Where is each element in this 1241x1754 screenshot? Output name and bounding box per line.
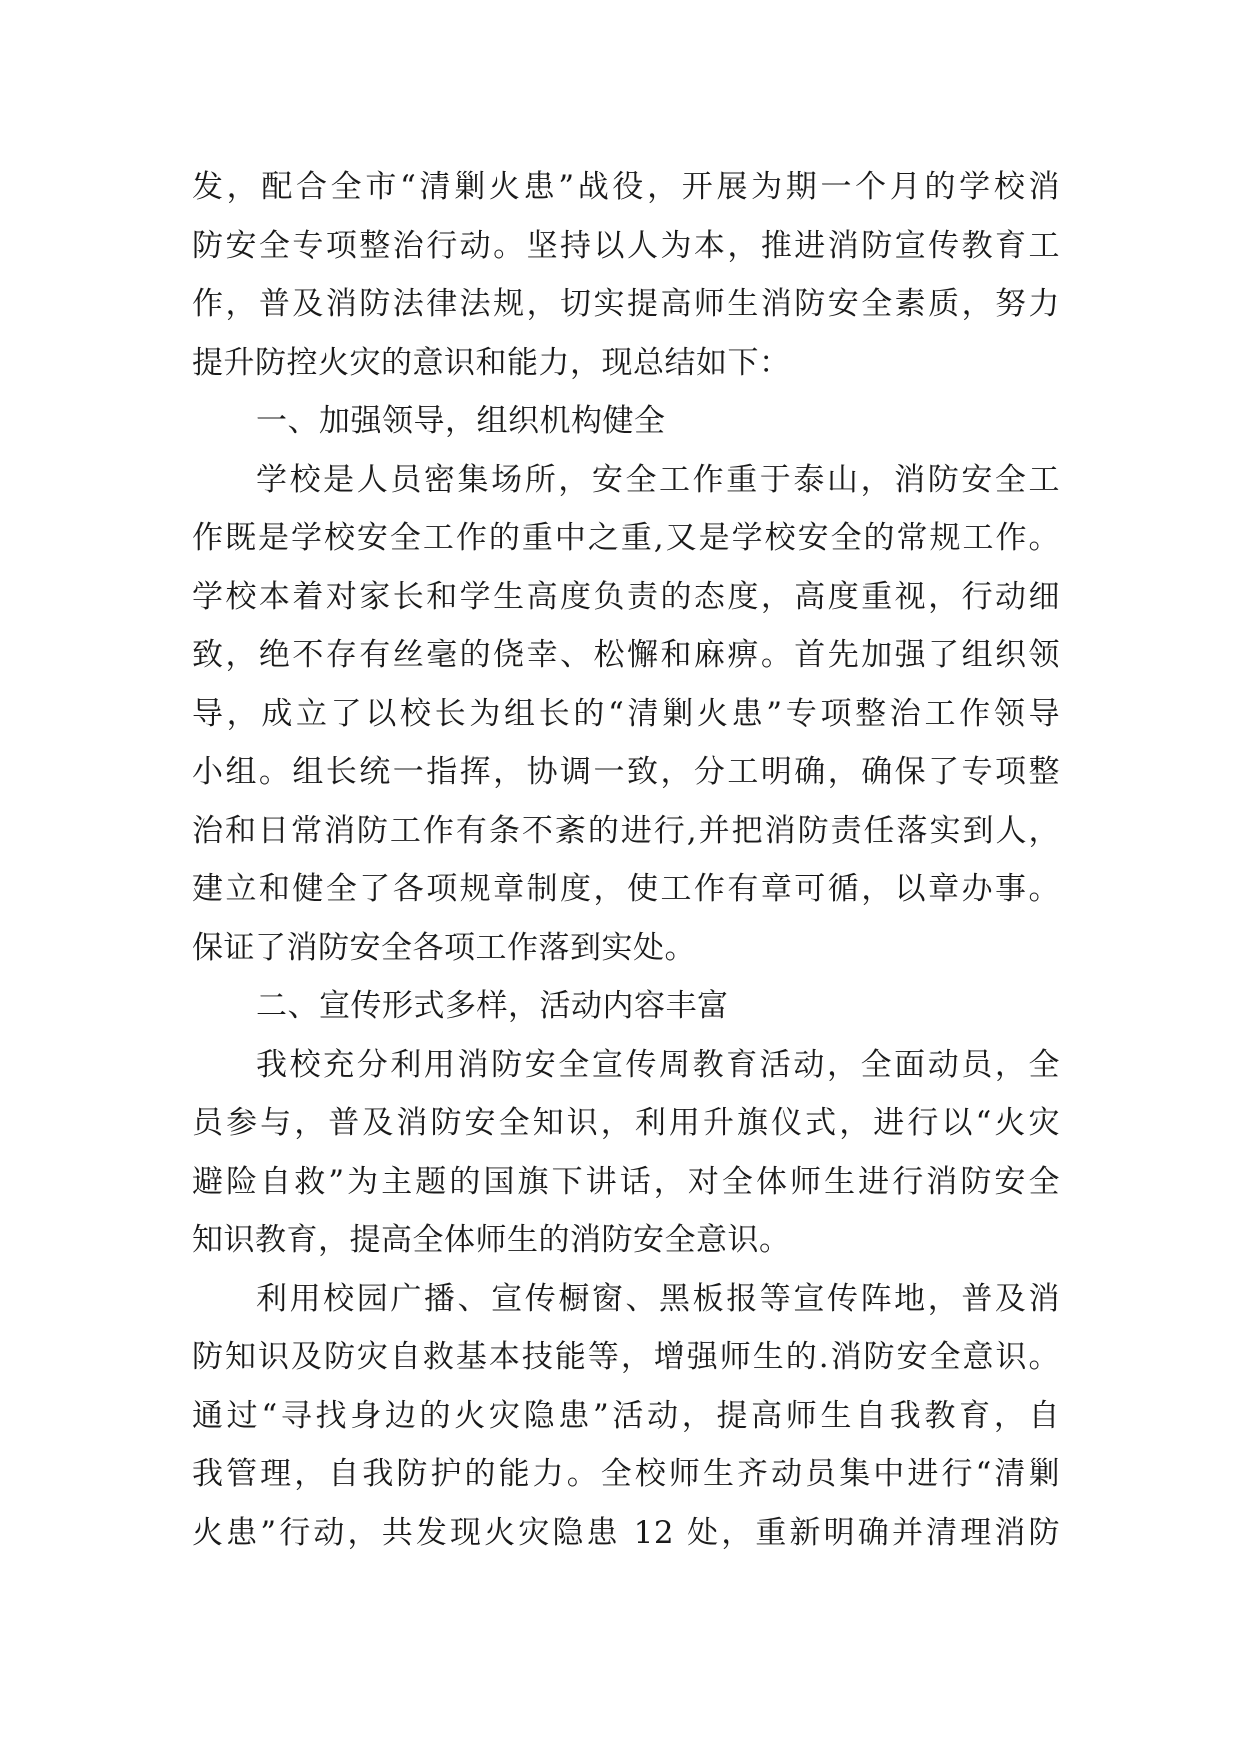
text-line: 利用校园广播、宣传橱窗、黑板报等宣传阵地，普及消 [256, 1280, 1060, 1317]
document-body [192, 158, 1060, 1562]
text-line: 作，普及消防法律法规，切实提高师生消防安全素质，努力 [192, 286, 1060, 322]
text-line: 导，成立了以校长为组长的“清剿火患”专项整治工作领导 [192, 695, 1060, 732]
text-line: 作既是学校安全工作的重中之重,又是学校安全的常规工作。 [192, 520, 1060, 556]
text-line: 火患”行动，共发现火灾隐患 12 处，重新明确并清理消防 [192, 1514, 1060, 1551]
text-line: 治和日常消防工作有条不紊的进行,并把消防责任落实到人， [192, 812, 1060, 849]
text-line: 学校本着对家长和学生高度负责的态度，高度重视，行动细 [192, 578, 1060, 615]
text-line: 学校是人员密集场所，安全工作重于泰山，消防安全工 [256, 461, 1060, 498]
text-line: 我管理，自我防护的能力。全校师生齐动员集中进行“清剿 [192, 1456, 1060, 1492]
text-line: 小组。组长统一指挥，协调一致，分工明确，确保了专项整 [192, 754, 1060, 790]
text-line: 防知识及防灾自救基本技能等，增强师生的.消防安全意识。 [192, 1339, 1060, 1375]
text-line: 二、宣传形式多样，活动内容丰富 [256, 988, 729, 1024]
text-line: 防安全专项整治行动。坚持以人为本，推进消防宣传教育工 [192, 227, 1060, 264]
text-line: 通过“寻找身边的火灾隐患”活动，提高师生自我教育，自 [192, 1397, 1060, 1434]
text-line: 一、加强领导，组织机构健全 [256, 403, 666, 439]
text-line: 我校充分利用消防安全宣传周教育活动，全面动员，全 [256, 1046, 1060, 1083]
text-line: 提升防控火灾的意识和能力，现总结如下： [192, 344, 791, 381]
text-line: 员参与，普及消防安全知识，利用升旗仪式，进行以“火灾 [192, 1105, 1060, 1141]
text-line: 知识教育，提高全体师生的消防安全意识。 [192, 1222, 791, 1258]
text-line: 发，配合全市“清剿火患”战役，开展为期一个月的学校消 [192, 169, 1060, 205]
text-line: 建立和健全了各项规章制度，使工作有章可循，以章办事。 [192, 871, 1060, 907]
text-line: 保证了消防安全各项工作落到实处。 [192, 929, 696, 966]
text-line: 避险自救”为主题的国旗下讲话，对全体师生进行消防安全 [192, 1163, 1060, 1200]
text-line: 致，绝不存有丝毫的侥幸、松懈和麻痹。首先加强了组织领 [192, 637, 1060, 673]
